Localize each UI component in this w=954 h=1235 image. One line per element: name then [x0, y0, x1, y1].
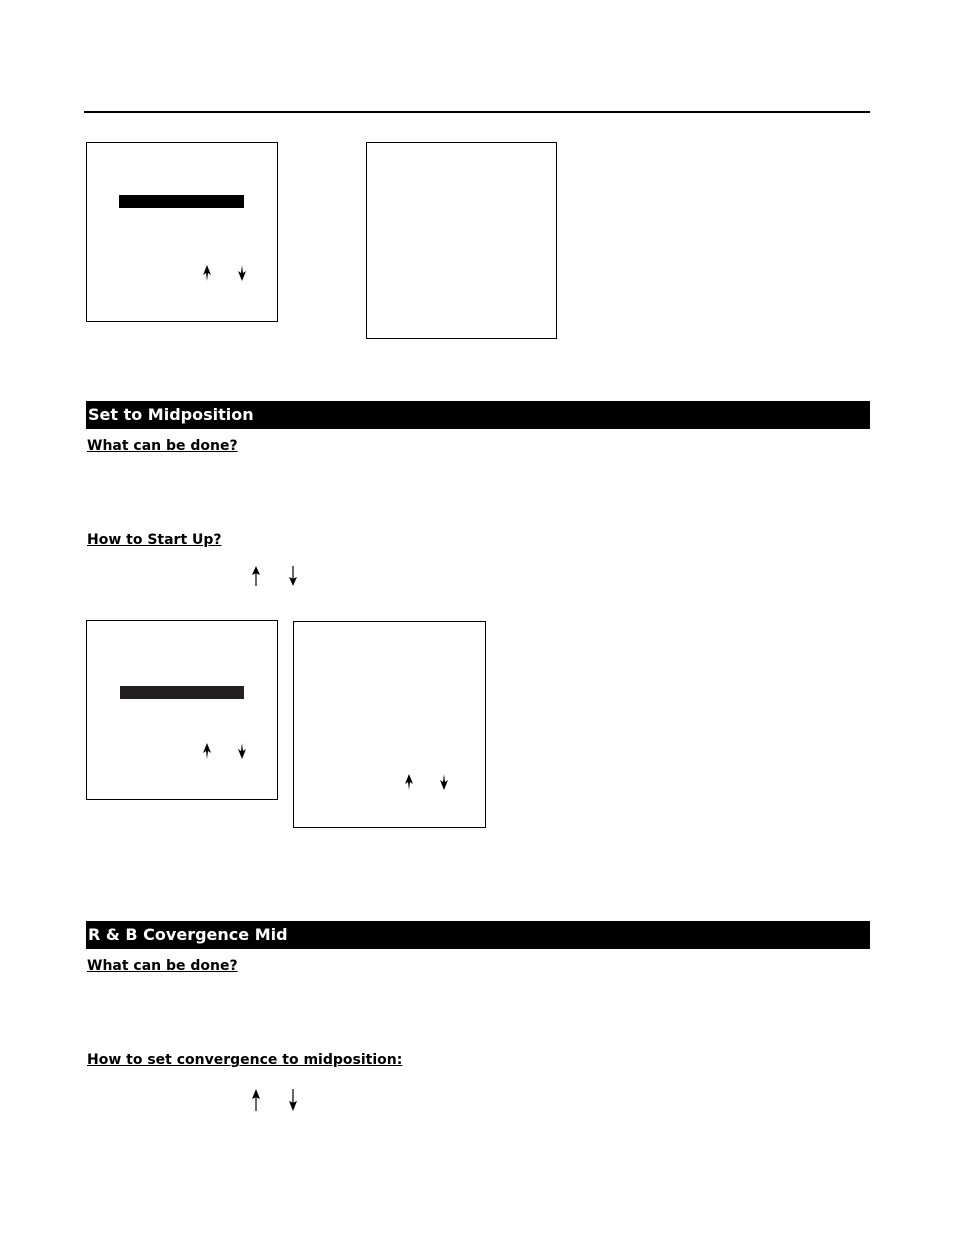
- what-can-be-done-heading: What can be done?: [87, 438, 238, 454]
- arrow-down-icon: [288, 1089, 298, 1111]
- arrow-down-icon: [439, 774, 449, 790]
- how-to-set-convergence-heading: How to set convergence to midposition:: [87, 1052, 403, 1068]
- section-title-set-to-midposition: Set to Midposition: [86, 401, 870, 429]
- arrow-down-icon: [237, 743, 247, 759]
- arrow-up-icon: [251, 1089, 261, 1111]
- header-rule: [84, 111, 870, 113]
- arrow-up-icon: [202, 743, 212, 759]
- menu-selection-bar: [119, 195, 244, 208]
- menu-box-middle-right: [293, 621, 486, 828]
- arrow-down-icon: [237, 265, 247, 281]
- menu-box-middle-left: [86, 620, 278, 800]
- what-can-be-done-heading: What can be done?: [87, 958, 238, 974]
- arrow-down-icon: [288, 566, 298, 586]
- menu-box-top-right: [366, 142, 557, 339]
- menu-selection-bar: [120, 686, 244, 699]
- arrow-up-icon: [404, 774, 414, 790]
- arrow-up-icon: [251, 566, 261, 586]
- menu-box-top-left: [86, 142, 278, 322]
- how-to-start-up-heading: How to Start Up?: [87, 532, 222, 548]
- arrow-up-icon: [202, 265, 212, 281]
- section-title-rb-convergence-mid: R & B Covergence Mid: [86, 921, 870, 949]
